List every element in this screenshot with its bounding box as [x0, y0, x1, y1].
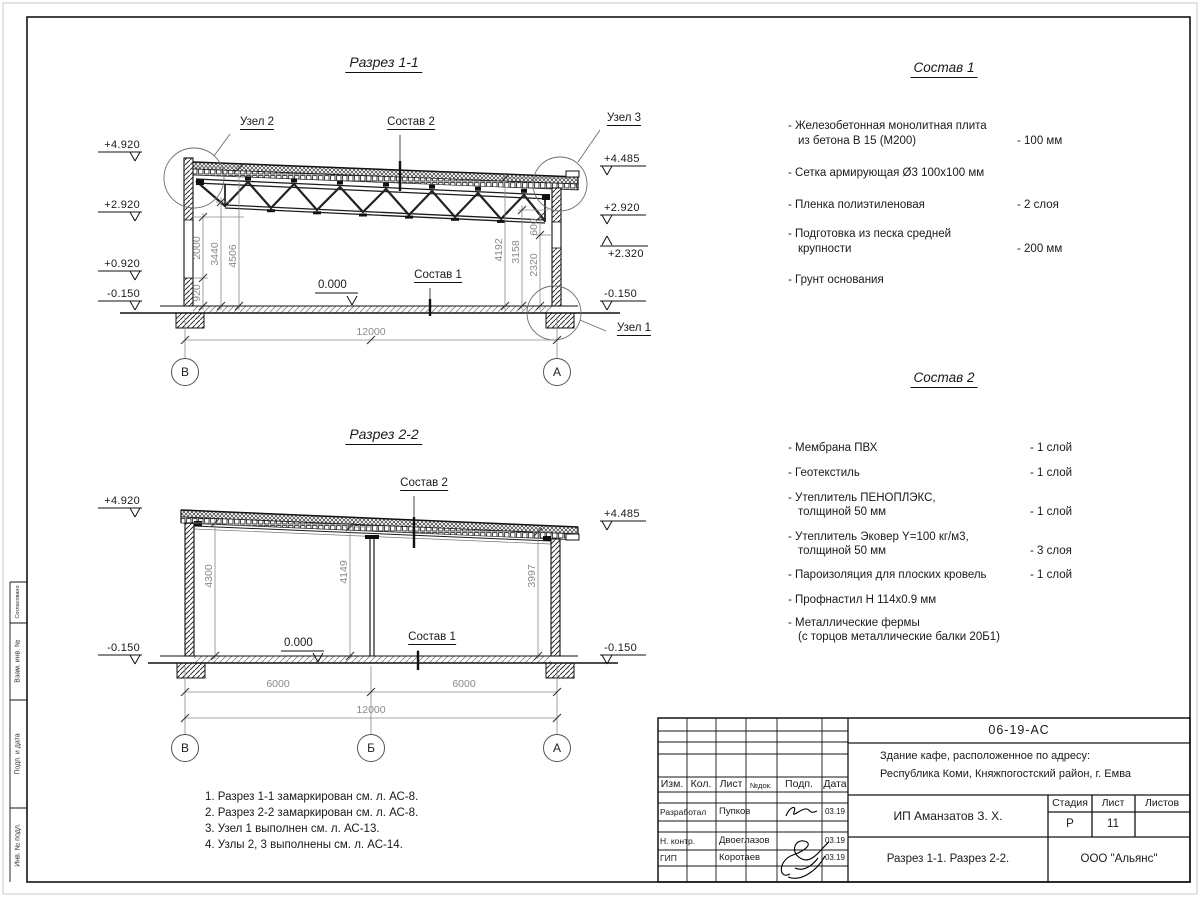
- sostav1-item3-l1: - Пленка полиэтиленовая: [788, 199, 925, 211]
- elev-l-0920: +0.920: [104, 258, 140, 270]
- axis-a-s2: А: [552, 741, 562, 755]
- sostav1-item4-l2: крупности: [798, 243, 852, 255]
- note-3: 3. Узел 1 выполнен см. л. АС-13.: [205, 823, 380, 835]
- sostav1-item1-val: - 100 мм: [1017, 135, 1063, 147]
- elev-s2-l-0150: -0.150: [107, 642, 140, 654]
- elevation-marks-left: [98, 152, 142, 310]
- section-1-1-drawing: [98, 130, 648, 386]
- sostav2-item5-val: - 1 слой: [1030, 569, 1073, 581]
- layers-1-ref-s1: Состав 1: [414, 269, 462, 281]
- elev-r-0150: -0.150: [604, 288, 637, 300]
- row2-date: 03.19: [824, 836, 846, 845]
- section-2-2-drawing: [98, 496, 646, 762]
- elev-l-0150: -0.150: [107, 288, 140, 300]
- col-list: Лист: [719, 778, 743, 790]
- col-podp: Подп.: [785, 778, 813, 790]
- sostav1-item2-l1: - Сетка армирующая Ø3 100x100 мм: [788, 167, 985, 179]
- row1-name: Пупков: [719, 806, 751, 817]
- axis-b-s2: Б: [367, 741, 375, 755]
- project-line1: Здание кафе, расположенное по адресу:: [880, 750, 1091, 762]
- row3-role: ГИП: [660, 853, 677, 863]
- client-name: ИП Аманзатов З. Х.: [893, 809, 1003, 823]
- dim-2320: 2320: [528, 253, 540, 277]
- sostav2-item4-l1: - Утеплитель Эковер Y=100 кг/м3,: [788, 531, 969, 543]
- dim-6000-right: 6000: [452, 678, 476, 690]
- dim-3158: 3158: [510, 240, 522, 264]
- layers-1-ref-s2: Состав 1: [408, 631, 456, 643]
- zero-mark-s2: 0.000: [284, 637, 313, 649]
- elev-r-2320: +2.320: [608, 248, 644, 260]
- layers-2-ref-s2: Состав 2: [400, 477, 448, 489]
- elev-r-2920: +2.920: [604, 202, 640, 214]
- dim-600: 600: [528, 218, 540, 236]
- col-izm: Изм.: [660, 778, 684, 790]
- dim-4300: 4300: [203, 564, 215, 588]
- dim-12000-s1: 12000: [356, 326, 386, 338]
- elev-l-4920: +4.920: [104, 139, 140, 151]
- sostav2-item7-l2: (с торцов металлические балки 20Б1): [798, 631, 1000, 643]
- dim-12000-s2: 12000: [356, 704, 386, 716]
- elev-s2-l-4920: +4.920: [104, 495, 140, 507]
- row3-name: Коротаев: [719, 852, 761, 863]
- dim-2000: 2000: [191, 236, 203, 260]
- dim-6000-left: 6000: [266, 678, 290, 690]
- dim-920: 920: [191, 284, 203, 302]
- sostav2-item3-l2: толщиной 50 мм: [798, 506, 887, 518]
- row2-role: Н. контр.: [660, 836, 696, 846]
- sostav2-item2-l1: - Геотекстиль: [788, 467, 860, 479]
- company-name: ООО "Альянс": [1080, 853, 1158, 865]
- sostav1-item3-val: - 2 слоя: [1017, 199, 1059, 211]
- sheet-title: Разрез 1-1. Разрез 2-2.: [886, 853, 1010, 865]
- strip-label-vzam: Взам. инв. №: [14, 639, 22, 683]
- note-1: 1. Разрез 1-1 замаркирован см. л. АС-8.: [205, 791, 419, 803]
- doc-number: 06-19-АС: [988, 723, 1050, 737]
- stage-value: Р: [1066, 818, 1074, 830]
- sostav2-item4-val: - 3 слоя: [1030, 545, 1072, 557]
- col-kol: Кол.: [690, 778, 712, 790]
- node-1-label: Узел 1: [616, 322, 652, 334]
- sostav1-item4-val: - 200 мм: [1017, 243, 1063, 255]
- stage-header: Стадия: [1052, 797, 1088, 809]
- row3-date: 03.19: [824, 853, 846, 862]
- axis-v-s1: В: [180, 365, 190, 379]
- sostav2-item4-l2: толщиной 50 мм: [798, 545, 887, 557]
- col-data: Дата: [823, 778, 847, 790]
- sheet-header: Лист: [1101, 797, 1125, 809]
- sostav2-item2-val: - 1 слой: [1030, 467, 1073, 479]
- elev-s2-r-4485: +4.485: [604, 508, 640, 520]
- dim-4192: 4192: [493, 238, 505, 262]
- note-4: 4. Узлы 2, 3 выполнены см. л. АС-14.: [205, 839, 403, 851]
- elev-s2-r-0150: -0.150: [604, 642, 637, 654]
- section-2-2-title: Разрез 2-2: [345, 426, 422, 445]
- axis-a-s1: А: [552, 365, 562, 379]
- node-2-label: Узел 2: [239, 116, 275, 128]
- elev-r-4485: +4.485: [604, 153, 640, 165]
- row1-role: Разработал: [660, 807, 707, 817]
- sostav-1-title: Состав 1: [911, 60, 978, 78]
- note-2: 2. Разрез 2-2 замаркирован см. л. АС-8.: [205, 807, 419, 819]
- dim-4149: 4149: [338, 560, 350, 584]
- sostav1-item1-l1: - Железобетонная монолитная плита: [788, 120, 987, 132]
- sostav2-item1-val: - 1 слой: [1030, 442, 1073, 454]
- sostav2-item6-l1: - Профнастил Н 114x0.9 мм: [788, 594, 937, 606]
- dim-4506: 4506: [227, 244, 239, 268]
- sostav-2-title: Состав 2: [911, 370, 978, 388]
- sostav2-item7-l1: - Металлические фермы: [788, 617, 920, 629]
- sostav2-item3-l1: - Утеплитель ПЕНОПЛЭКС,: [788, 492, 936, 504]
- strip-label-approved: Согласовано: [15, 585, 21, 619]
- dim-3440: 3440: [209, 242, 221, 266]
- sostav1-item4-l1: - Подготовка из песка средней: [788, 228, 952, 240]
- sostav1-item1-l2: из бетона В 15 (М200): [798, 135, 917, 147]
- sostav2-item5-l1: - Пароизоляция для плоских кровель: [788, 569, 987, 581]
- row1-date: 03.19: [824, 807, 846, 816]
- row2-name: Двоеглазов: [719, 835, 770, 846]
- col-ndok: №док.: [750, 781, 772, 790]
- strip-label-podp: Подп. и дата: [14, 733, 22, 775]
- sheet-number: 11: [1107, 818, 1119, 830]
- elev-l-2920: +2.920: [104, 199, 140, 211]
- layers-2-ref-s1: Состав 2: [387, 116, 435, 128]
- sostav2-item1-l1: - Мембрана ПВХ: [788, 442, 878, 454]
- sostav1-item5-l1: - Грунт основания: [788, 274, 884, 286]
- project-line2: Республика Коми, Княжпогостский район, г. Емва: [880, 768, 1132, 780]
- sheets-header: Листов: [1144, 797, 1180, 809]
- section-1-1-title: Разрез 1-1: [345, 54, 422, 73]
- sostav2-item3-val: - 1 слой: [1030, 506, 1073, 518]
- axis-v-s2: В: [180, 741, 190, 755]
- node-3-label: Узел 3: [606, 112, 642, 124]
- strip-label-inv: Инв. № подл.: [14, 823, 22, 867]
- zero-mark-s1: 0.000: [318, 279, 347, 291]
- dim-3997: 3997: [526, 564, 538, 588]
